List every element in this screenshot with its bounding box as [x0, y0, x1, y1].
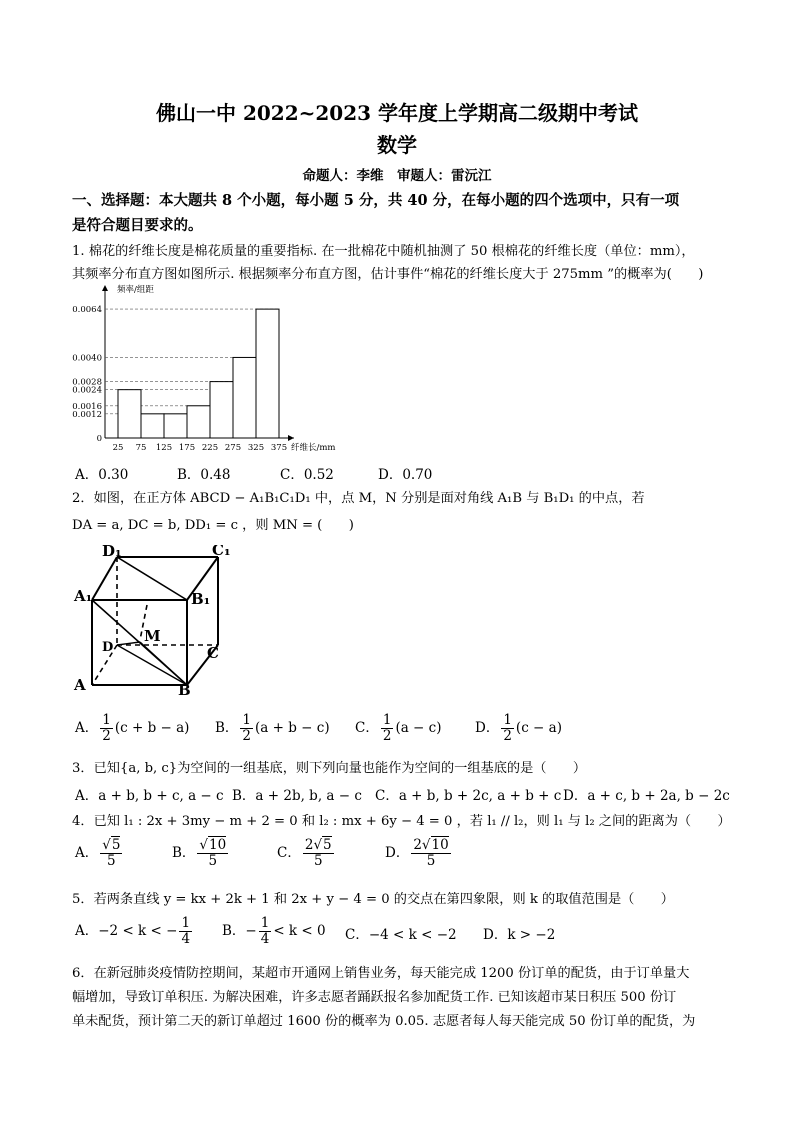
y-tick-label: 0.0012 — [72, 409, 102, 420]
y-tick-label: 0.0016 — [72, 401, 102, 412]
label-b: B — [178, 681, 191, 699]
histogram-bar — [187, 406, 210, 438]
histogram-bar — [118, 390, 141, 438]
exam-title: 佛山一中 2022~2023 学年度上学期高二级期中考试 — [155, 101, 638, 125]
q3-option-a: A．a + b, b + c, a − c — [75, 788, 224, 804]
fiber-length-histogram — [70, 283, 350, 458]
x-tick-label: 275 — [224, 443, 242, 453]
q5-option-c: C．−4 < k < −2 — [345, 927, 457, 943]
label-c1: C₁ — [212, 545, 231, 559]
q5-option-b: B．− $\frac{1}{4}$ < k < 0 — [222, 915, 326, 947]
q5-option-a: A．−2 < k < − $\frac{1}{4}$ — [75, 915, 191, 947]
q6-text-line1: 6．在新冠肺炎疫情防控期间，某超市开通网上销售业务，每天能完成 1200 份订单的配货，由于订单量大 — [72, 966, 690, 981]
histogram-bar — [233, 357, 256, 438]
histogram-bar — [141, 414, 164, 438]
q2-option-b: B． $\frac{1}{2}$ (a + b − c) — [215, 712, 330, 744]
histogram-bar — [210, 382, 233, 438]
label-b1: B₁ — [191, 590, 211, 608]
authors-line: 命题人：李维 审题人：雷沅江 — [302, 168, 492, 184]
x-axis-label: 纤维长/mm — [291, 443, 336, 453]
x-tick-label: 375 — [270, 443, 288, 453]
cube-figure — [72, 545, 242, 700]
y-tick-label: 0 — [96, 434, 102, 444]
q1-text-line1: 1. 棉花的纤维长度是棉花质量的重要指标. 在一批棉花中随机抽测了 50 根棉花的纤维长度（单位：mm）， — [72, 244, 695, 259]
q1-option-c: C．0.52 — [280, 467, 334, 483]
y-tick-label: 0.0028 — [72, 377, 102, 388]
q4-option-a: A． $\frac{√5}{5}$ — [75, 837, 121, 869]
histogram-bar — [256, 309, 279, 438]
x-tick-label: 125 — [155, 443, 173, 453]
q5-text-line1: 5．若两条直线 y = kx + 2k + 1 和 2x + y − 4 = 0 的交点在第四象限，则 k 的取值范围是（ ） — [72, 892, 674, 907]
q6-text-line2: 幅增加，导致订单积压. 为解决困难，许多志愿者踊跃报名参加配货工作. 已知该超市某日积压 500 份订 — [72, 990, 677, 1005]
y-tick-label: 0.0024 — [72, 385, 102, 396]
y-tick-label: 0.0040 — [72, 353, 102, 364]
q2-text-line1: 2．如图，在正方体 ABCD − A₁B₁C₁D₁ 中，点 M，N 分别是面对角线 A₁B 与 B₁D₁ 的中点，若 — [72, 491, 645, 506]
q2-text-line2: DA = a, DC = b, DD₁ = c ，则 MN = ( ) — [72, 518, 354, 533]
y-axis-arrow — [102, 285, 108, 291]
q4-text-line1: 4．已知 l₁ : 2x + 3my − m + 2 = 0 和 l₂ : mx + 6y − 4 = 0 ，若 l₁ // l₂，则 l₁ 与 l₂ 之间的距离为（ ） — [72, 814, 731, 829]
label-d: D — [102, 640, 114, 655]
q1-text-line2: 其频率分布直方图如图所示. 根据频率分布直方图，估计事件“棉花的纤维长度大于 275mm ”的概率为( ) — [72, 267, 704, 282]
q1-option-d: D．0.70 — [378, 467, 433, 483]
q2-option-c: C． $\frac{1}{2}$ (a − c) — [355, 712, 442, 744]
q3-option-b: B．a + 2b, b, a − c — [232, 788, 362, 804]
q6-text-line3: 单未配货，预计第二天的新订单超过 1600 份的概率为 0.05. 志愿者每人每天能完成 50 份订单的配货，为 — [72, 1014, 696, 1029]
q3-option-d: D．a + c, b + 2a, b − 2c — [563, 788, 730, 804]
q3-option-c: C．a + b, b + 2c, a + b + c — [375, 788, 562, 804]
x-tick-label: 225 — [201, 443, 219, 453]
label-c: C — [207, 644, 219, 662]
x-tick-label: 75 — [135, 443, 147, 453]
histogram-bar — [164, 414, 187, 438]
q1-option-a: A．0.30 — [75, 467, 129, 483]
label-m: M — [144, 627, 161, 645]
label-a1: A₁ — [74, 587, 93, 605]
q2-option-a: A． $\frac{1}{2}$ (c + b − a) — [75, 712, 190, 744]
y-axis-label: 频率/组距 — [117, 285, 154, 295]
q5-option-d: D．k > −2 — [483, 927, 556, 943]
x-axis-arrow — [288, 435, 294, 441]
q1-option-b: B．0.48 — [177, 467, 231, 483]
label-d1: D₁ — [102, 545, 122, 560]
label-a: A — [74, 676, 86, 694]
section1-heading-line2: 是符合题目要求的。 — [72, 217, 203, 234]
x-tick-label: 325 — [247, 443, 265, 453]
q4-option-c: C． $\frac{2√5}{5}$ — [277, 837, 332, 869]
y-tick-label: 0.0064 — [72, 305, 102, 316]
q4-option-b: B． $\frac{√10}{5}$ — [172, 837, 227, 869]
section1-heading-line1: 一、选择题：本大题共 8 个小题，每小题 5 分，共 40 分，在每小题的四个选项中，只有一项 — [72, 192, 680, 209]
q2-option-d: D． $\frac{1}{2}$ (c − a) — [475, 712, 562, 744]
q4-option-d: D． $\frac{2√10}{5}$ — [385, 837, 449, 869]
subject-title: 数学 — [377, 133, 417, 157]
q3-text-line1: 3．已知{a, b, c}为空间的一组基底，则下列向量也能作为空间的一组基底的是（ ） — [72, 761, 587, 776]
x-tick-label: 25 — [112, 443, 124, 453]
x-tick-label: 175 — [178, 443, 196, 453]
